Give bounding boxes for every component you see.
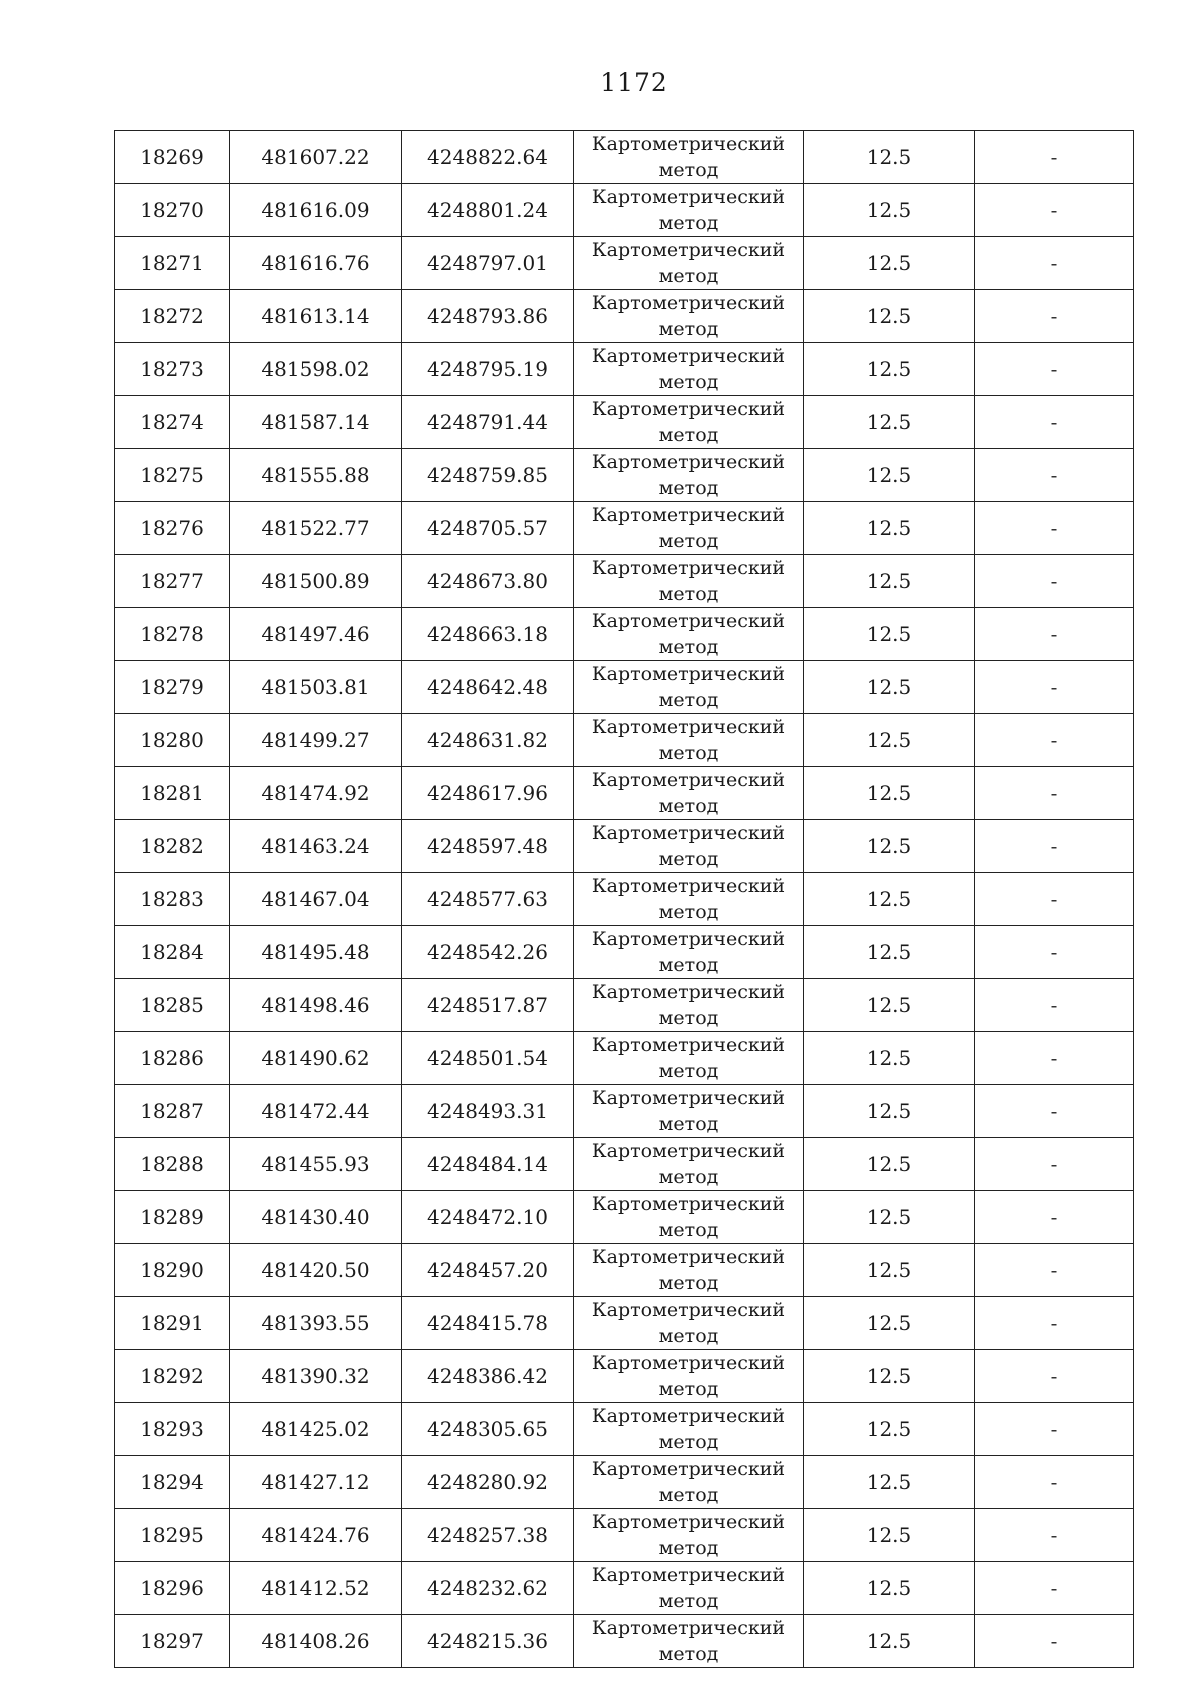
method-line-1: Картометрический	[591, 981, 786, 1003]
method-cell	[574, 820, 804, 873]
method-cell	[574, 184, 804, 237]
description-cell: -	[975, 396, 1134, 449]
description-cell: -	[975, 1403, 1134, 1456]
point-number-cell: 18284	[115, 926, 230, 979]
x-coordinate-cell: 481424.76	[230, 1509, 402, 1562]
method-line-2: метод	[658, 1272, 719, 1294]
method-line-1: Картометрический	[591, 557, 786, 579]
method-cell	[574, 555, 804, 608]
description-cell: -	[975, 714, 1134, 767]
y-coordinate-cell: 4248577.63	[402, 873, 574, 926]
table-row	[115, 290, 1134, 343]
method-line-1: Картометрический	[591, 875, 786, 897]
x-coordinate-cell: 481474.92	[230, 767, 402, 820]
table-body	[115, 131, 1134, 1668]
accuracy-cell: 12.5	[804, 1191, 975, 1244]
table-row	[115, 1456, 1134, 1509]
method-cell	[574, 1085, 804, 1138]
method-line-1: Картометрический	[591, 928, 786, 950]
method-line-2: метод	[658, 1431, 719, 1453]
accuracy-cell: 12.5	[804, 1509, 975, 1562]
method-cell	[574, 290, 804, 343]
x-coordinate-cell: 481463.24	[230, 820, 402, 873]
accuracy-cell: 12.5	[804, 396, 975, 449]
point-number-cell: 18274	[115, 396, 230, 449]
table-row	[115, 608, 1134, 661]
accuracy-cell: 12.5	[804, 608, 975, 661]
point-number-cell: 18276	[115, 502, 230, 555]
point-number-cell: 18287	[115, 1085, 230, 1138]
y-coordinate-cell: 4248801.24	[402, 184, 574, 237]
table-row	[115, 1562, 1134, 1615]
y-coordinate-cell: 4248705.57	[402, 502, 574, 555]
point-number-cell: 18285	[115, 979, 230, 1032]
table-row	[115, 1615, 1134, 1668]
method-cell	[574, 926, 804, 979]
y-coordinate-cell: 4248215.36	[402, 1615, 574, 1668]
point-number-cell: 18277	[115, 555, 230, 608]
accuracy-cell: 12.5	[804, 449, 975, 502]
accuracy-cell: 12.5	[804, 1562, 975, 1615]
method-cell	[574, 131, 804, 184]
point-number-cell: 18286	[115, 1032, 230, 1085]
table-row	[115, 1297, 1134, 1350]
accuracy-cell: 12.5	[804, 237, 975, 290]
method-line-2: метод	[658, 318, 719, 340]
description-cell: -	[975, 1138, 1134, 1191]
description-cell: -	[975, 1032, 1134, 1085]
accuracy-cell: 12.5	[804, 1085, 975, 1138]
method-line-2: метод	[658, 1060, 719, 1082]
y-coordinate-cell: 4248232.62	[402, 1562, 574, 1615]
point-number-cell: 18269	[115, 131, 230, 184]
point-number-cell: 18296	[115, 1562, 230, 1615]
y-coordinate-cell: 4248795.19	[402, 343, 574, 396]
method-cell	[574, 1509, 804, 1562]
method-line-1: Картометрический	[591, 1299, 786, 1321]
description-cell: -	[975, 449, 1134, 502]
description-cell: -	[975, 926, 1134, 979]
accuracy-cell: 12.5	[804, 184, 975, 237]
description-cell: -	[975, 1456, 1134, 1509]
description-cell: -	[975, 1350, 1134, 1403]
description-cell: -	[975, 555, 1134, 608]
point-number-cell: 18290	[115, 1244, 230, 1297]
table-row	[115, 1085, 1134, 1138]
method-line-2: метод	[658, 1590, 719, 1612]
method-line-1: Картометрический	[591, 769, 786, 791]
table-row	[115, 1032, 1134, 1085]
table-row	[115, 1403, 1134, 1456]
method-cell	[574, 1297, 804, 1350]
method-cell	[574, 714, 804, 767]
y-coordinate-cell: 4248642.48	[402, 661, 574, 714]
method-cell	[574, 1403, 804, 1456]
method-cell	[574, 1615, 804, 1668]
method-line-2: метод	[658, 1378, 719, 1400]
y-coordinate-cell: 4248386.42	[402, 1350, 574, 1403]
accuracy-cell: 12.5	[804, 555, 975, 608]
x-coordinate-cell: 481412.52	[230, 1562, 402, 1615]
y-coordinate-cell: 4248797.01	[402, 237, 574, 290]
method-line-2: метод	[658, 424, 719, 446]
y-coordinate-cell: 4248280.92	[402, 1456, 574, 1509]
method-line-2: метод	[658, 530, 719, 552]
point-number-cell: 18273	[115, 343, 230, 396]
y-coordinate-cell: 4248597.48	[402, 820, 574, 873]
method-line-1: Картометрический	[591, 186, 786, 208]
method-cell	[574, 979, 804, 1032]
method-line-2: метод	[658, 583, 719, 605]
x-coordinate-cell: 481467.04	[230, 873, 402, 926]
description-cell: -	[975, 502, 1134, 555]
accuracy-cell: 12.5	[804, 714, 975, 767]
method-cell	[574, 1244, 804, 1297]
method-line-2: метод	[658, 954, 719, 976]
description-cell: -	[975, 661, 1134, 714]
description-cell: -	[975, 184, 1134, 237]
method-line-2: метод	[658, 265, 719, 287]
description-cell: -	[975, 1297, 1134, 1350]
method-cell	[574, 1191, 804, 1244]
table-row	[115, 979, 1134, 1032]
table-row	[115, 1350, 1134, 1403]
point-number-cell: 18270	[115, 184, 230, 237]
x-coordinate-cell: 481555.88	[230, 449, 402, 502]
description-cell: -	[975, 608, 1134, 661]
description-cell: -	[975, 131, 1134, 184]
point-number-cell: 18289	[115, 1191, 230, 1244]
table-row	[115, 714, 1134, 767]
method-line-1: Картометрический	[591, 451, 786, 473]
method-line-2: метод	[658, 212, 719, 234]
y-coordinate-cell: 4248415.78	[402, 1297, 574, 1350]
accuracy-cell: 12.5	[804, 1456, 975, 1509]
accuracy-cell: 12.5	[804, 873, 975, 926]
accuracy-cell: 12.5	[804, 1403, 975, 1456]
y-coordinate-cell: 4248493.31	[402, 1085, 574, 1138]
point-number-cell: 18291	[115, 1297, 230, 1350]
accuracy-cell: 12.5	[804, 1244, 975, 1297]
method-line-1: Картометрический	[591, 292, 786, 314]
method-line-2: метод	[658, 1484, 719, 1506]
method-cell	[574, 767, 804, 820]
coordinates-table	[114, 130, 1134, 1668]
table-row	[115, 767, 1134, 820]
method-line-1: Картометрический	[591, 1458, 786, 1480]
x-coordinate-cell: 481503.81	[230, 661, 402, 714]
x-coordinate-cell: 481498.46	[230, 979, 402, 1032]
method-cell	[574, 1138, 804, 1191]
x-coordinate-cell: 481616.76	[230, 237, 402, 290]
y-coordinate-cell: 4248484.14	[402, 1138, 574, 1191]
y-coordinate-cell: 4248791.44	[402, 396, 574, 449]
method-cell	[574, 1456, 804, 1509]
method-line-2: метод	[658, 1166, 719, 1188]
method-cell	[574, 1350, 804, 1403]
y-coordinate-cell: 4248759.85	[402, 449, 574, 502]
table-row	[115, 1244, 1134, 1297]
accuracy-cell: 12.5	[804, 1138, 975, 1191]
y-coordinate-cell: 4248472.10	[402, 1191, 574, 1244]
method-cell	[574, 1562, 804, 1615]
description-cell: -	[975, 343, 1134, 396]
x-coordinate-cell: 481430.40	[230, 1191, 402, 1244]
y-coordinate-cell: 4248822.64	[402, 131, 574, 184]
method-cell	[574, 608, 804, 661]
y-coordinate-cell: 4248793.86	[402, 290, 574, 343]
method-line-2: метод	[658, 1007, 719, 1029]
method-line-2: метод	[658, 901, 719, 923]
y-coordinate-cell: 4248631.82	[402, 714, 574, 767]
accuracy-cell: 12.5	[804, 979, 975, 1032]
x-coordinate-cell: 481455.93	[230, 1138, 402, 1191]
method-line-1: Картометрический	[591, 504, 786, 526]
point-number-cell: 18292	[115, 1350, 230, 1403]
point-number-cell: 18272	[115, 290, 230, 343]
x-coordinate-cell: 481616.09	[230, 184, 402, 237]
description-cell: -	[975, 979, 1134, 1032]
method-line-2: метод	[658, 477, 719, 499]
accuracy-cell: 12.5	[804, 1032, 975, 1085]
accuracy-cell: 12.5	[804, 820, 975, 873]
method-line-1: Картометрический	[591, 398, 786, 420]
page-number: 1172	[600, 68, 668, 97]
accuracy-cell: 12.5	[804, 661, 975, 714]
method-line-2: метод	[658, 159, 719, 181]
method-line-1: Картометрический	[591, 716, 786, 738]
point-number-cell: 18288	[115, 1138, 230, 1191]
point-number-cell: 18271	[115, 237, 230, 290]
y-coordinate-cell: 4248542.26	[402, 926, 574, 979]
accuracy-cell: 12.5	[804, 290, 975, 343]
accuracy-cell: 12.5	[804, 1615, 975, 1668]
method-line-1: Картометрический	[591, 822, 786, 844]
table-row	[115, 396, 1134, 449]
point-number-cell: 18281	[115, 767, 230, 820]
x-coordinate-cell: 481393.55	[230, 1297, 402, 1350]
point-number-cell: 18278	[115, 608, 230, 661]
method-cell	[574, 873, 804, 926]
method-cell	[574, 343, 804, 396]
x-coordinate-cell: 481427.12	[230, 1456, 402, 1509]
description-cell: -	[975, 873, 1134, 926]
point-number-cell: 18282	[115, 820, 230, 873]
x-coordinate-cell: 481497.46	[230, 608, 402, 661]
method-line-2: метод	[658, 1537, 719, 1559]
table-row	[115, 661, 1134, 714]
description-cell: -	[975, 1509, 1134, 1562]
description-cell: -	[975, 237, 1134, 290]
method-line-2: метод	[658, 1325, 719, 1347]
method-line-2: метод	[658, 1643, 719, 1665]
description-cell: -	[975, 290, 1134, 343]
method-line-1: Картометрический	[591, 1140, 786, 1162]
table-row	[115, 343, 1134, 396]
method-line-1: Картометрический	[591, 1193, 786, 1215]
x-coordinate-cell: 481500.89	[230, 555, 402, 608]
table-row	[115, 873, 1134, 926]
method-cell	[574, 1032, 804, 1085]
accuracy-cell: 12.5	[804, 1350, 975, 1403]
x-coordinate-cell: 481425.02	[230, 1403, 402, 1456]
x-coordinate-cell: 481613.14	[230, 290, 402, 343]
y-coordinate-cell: 4248457.20	[402, 1244, 574, 1297]
method-cell	[574, 661, 804, 714]
y-coordinate-cell: 4248501.54	[402, 1032, 574, 1085]
point-number-cell: 18295	[115, 1509, 230, 1562]
x-coordinate-cell: 481420.50	[230, 1244, 402, 1297]
x-coordinate-cell: 481490.62	[230, 1032, 402, 1085]
method-cell	[574, 502, 804, 555]
y-coordinate-cell: 4248305.65	[402, 1403, 574, 1456]
method-line-1: Картометрический	[591, 239, 786, 261]
point-number-cell: 18283	[115, 873, 230, 926]
accuracy-cell: 12.5	[804, 343, 975, 396]
method-line-1: Картометрический	[591, 1087, 786, 1109]
accuracy-cell: 12.5	[804, 131, 975, 184]
accuracy-cell: 12.5	[804, 1297, 975, 1350]
method-line-1: Картометрический	[591, 663, 786, 685]
point-number-cell: 18279	[115, 661, 230, 714]
table-row	[115, 502, 1134, 555]
table-row	[115, 1138, 1134, 1191]
point-number-cell: 18275	[115, 449, 230, 502]
point-number-cell: 18280	[115, 714, 230, 767]
method-line-1: Картометрический	[591, 1405, 786, 1427]
x-coordinate-cell: 481499.27	[230, 714, 402, 767]
method-line-1: Картометрический	[591, 1034, 786, 1056]
point-number-cell: 18293	[115, 1403, 230, 1456]
method-cell	[574, 237, 804, 290]
method-line-1: Картометрический	[591, 1564, 786, 1586]
x-coordinate-cell: 481408.26	[230, 1615, 402, 1668]
y-coordinate-cell: 4248517.87	[402, 979, 574, 1032]
x-coordinate-cell: 481495.48	[230, 926, 402, 979]
method-line-1: Картометрический	[591, 1511, 786, 1533]
method-line-2: метод	[658, 1219, 719, 1241]
table-row	[115, 131, 1134, 184]
method-cell	[574, 449, 804, 502]
table-row	[115, 449, 1134, 502]
y-coordinate-cell: 4248663.18	[402, 608, 574, 661]
table-row	[115, 1509, 1134, 1562]
method-line-2: метод	[658, 848, 719, 870]
table-row	[115, 820, 1134, 873]
table-row	[115, 184, 1134, 237]
method-line-1: Картометрический	[591, 1246, 786, 1268]
table-row	[115, 1191, 1134, 1244]
description-cell: -	[975, 1562, 1134, 1615]
description-cell: -	[975, 767, 1134, 820]
method-line-1: Картометрический	[591, 1617, 786, 1639]
accuracy-cell: 12.5	[804, 926, 975, 979]
description-cell: -	[975, 1615, 1134, 1668]
description-cell: -	[975, 820, 1134, 873]
x-coordinate-cell: 481587.14	[230, 396, 402, 449]
description-cell: -	[975, 1191, 1134, 1244]
method-line-2: метод	[658, 689, 719, 711]
y-coordinate-cell: 4248673.80	[402, 555, 574, 608]
table-row	[115, 555, 1134, 608]
method-line-2: метод	[658, 1113, 719, 1135]
method-line-1: Картометрический	[591, 345, 786, 367]
description-cell: -	[975, 1244, 1134, 1297]
accuracy-cell: 12.5	[804, 767, 975, 820]
point-number-cell: 18297	[115, 1615, 230, 1668]
method-line-1: Картометрический	[591, 610, 786, 632]
accuracy-cell: 12.5	[804, 502, 975, 555]
method-line-2: метод	[658, 795, 719, 817]
y-coordinate-cell: 4248257.38	[402, 1509, 574, 1562]
y-coordinate-cell: 4248617.96	[402, 767, 574, 820]
description-cell: -	[975, 1085, 1134, 1138]
method-line-1: Картометрический	[591, 1352, 786, 1374]
x-coordinate-cell: 481522.77	[230, 502, 402, 555]
method-line-2: метод	[658, 636, 719, 658]
table-row	[115, 926, 1134, 979]
point-number-cell: 18294	[115, 1456, 230, 1509]
table-row	[115, 237, 1134, 290]
method-line-1: Картометрический	[591, 133, 786, 155]
x-coordinate-cell: 481390.32	[230, 1350, 402, 1403]
method-line-2: метод	[658, 371, 719, 393]
x-coordinate-cell: 481598.02	[230, 343, 402, 396]
x-coordinate-cell: 481607.22	[230, 131, 402, 184]
method-line-2: метод	[658, 742, 719, 764]
x-coordinate-cell: 481472.44	[230, 1085, 402, 1138]
method-cell	[574, 396, 804, 449]
